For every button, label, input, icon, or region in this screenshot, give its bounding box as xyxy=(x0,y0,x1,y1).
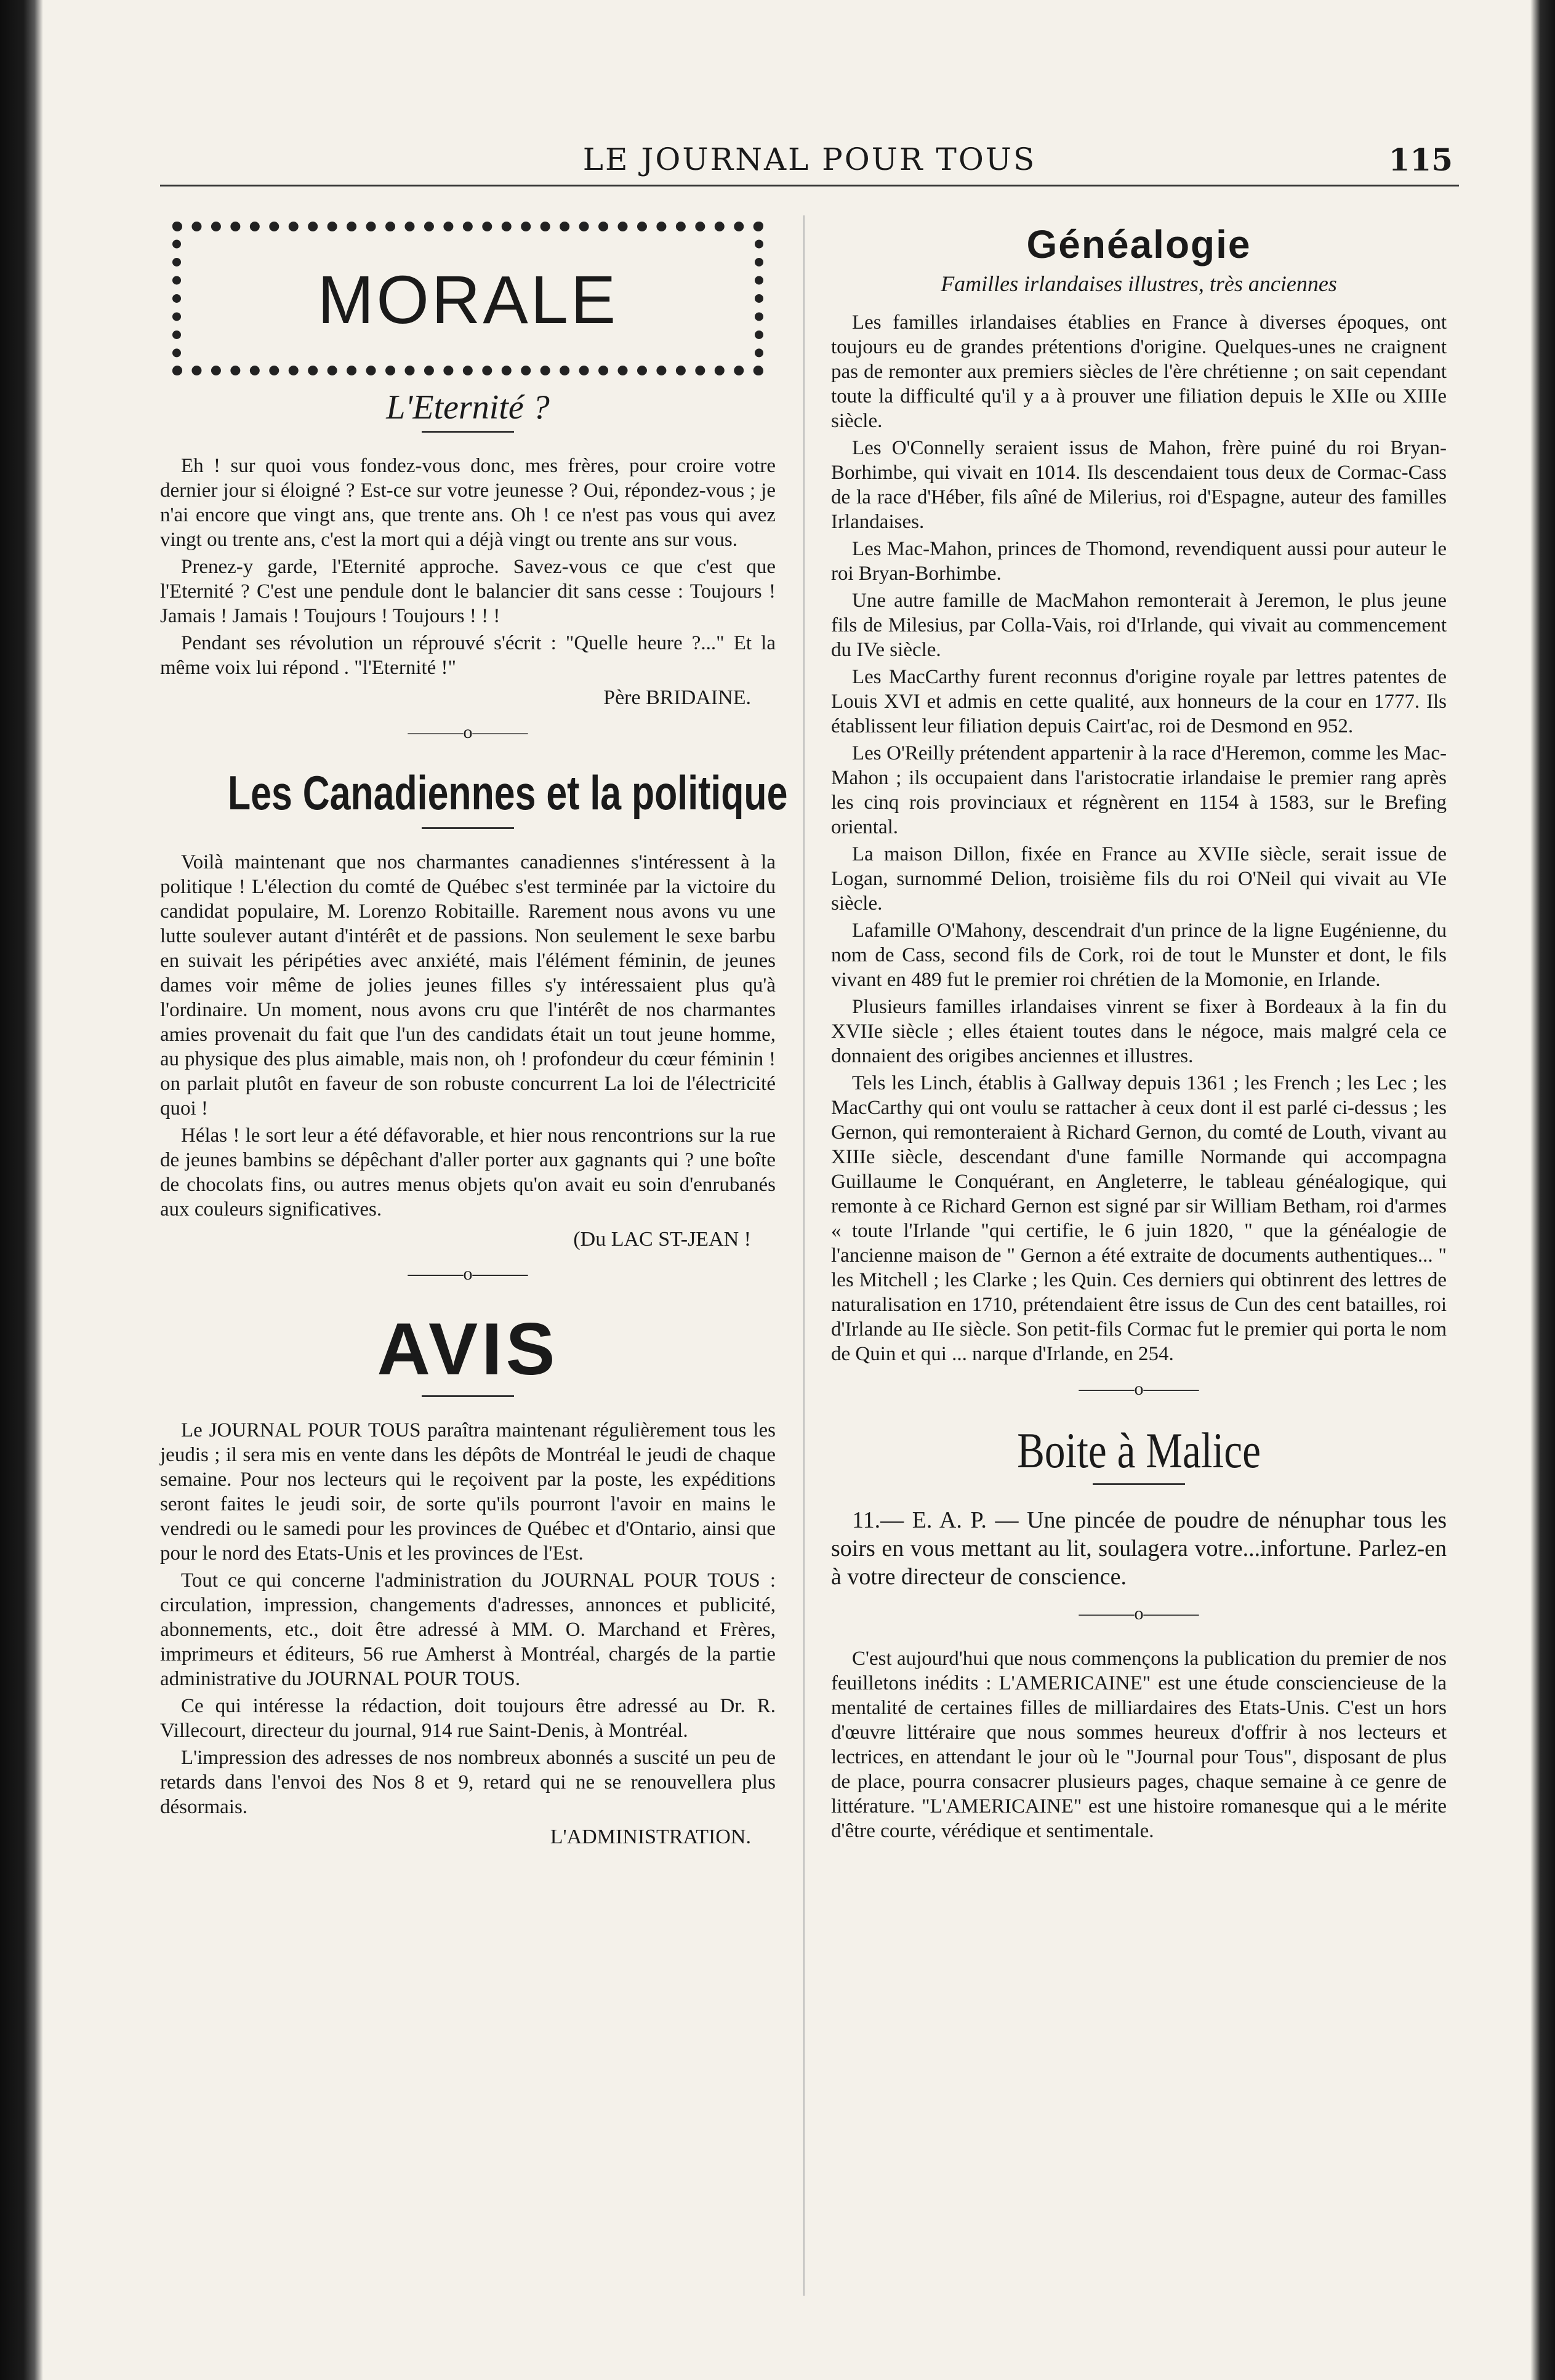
genealogie-paragraph: Plusieurs familles irlandaises vinrent se fixer à Bordeaux à la fin du XVIIe siècle ; elles étaient toutes dans le négoce, mais malgré cela ce donnaient des origibes anciennes et illustres. xyxy=(831,996,1447,1067)
avis-paragraph: Ce qui intéresse la rédaction, doit toujours être adressé au Dr. R. Villecourt, directeur du journal, 914 rue Saint-Denis, à Montréal. xyxy=(160,1695,776,1742)
avis-title: AVIS xyxy=(377,1308,559,1390)
genealogie-paragraph: Une autre famille de MacMahon remonterait à Jeremon, le plus jeune fils de Milesius, par Colla-Vais, roi d'Irlande, qui vivait au commencement du IVe siècle. xyxy=(831,590,1447,661)
genealogie-paragraph: Lafamille O'Mahony, descendrait d'un prince de la ligne Eugénienne, du nom de Cass, second fils de Cork, roi de tout le Munster et dont, le fils vivant en 489 fut le premier roi chrétien de la Momonie, en Irlande. xyxy=(831,920,1447,991)
boite-paragraph: 11.— E. A. P. — Une pincée de poudre de nénuphar tous les soirs en vous mettant au lit, soulagera votre...infortune. Parlez-en à votre directeur de conscience. xyxy=(831,1507,1447,1590)
feuilleton-paragraph: C'est aujourd'hui que nous commençons la publication du premier de nos feuilletons inédits : L'AMERICAINE" est une étude consciencieuse de la mentalité de certaines filles de milliardaires des Etats-Unis. C'est un hors d'œuvre littéraire que nous sommes heureux d'offrir à nos lecteurs et lectrices, en attendant le jour où le "Journal pour Tous", disposant de plus de place, pourra consacrer plusieurs pages, chaque semaine à ce genre de littérature. "L'AMERICAINE" est une histoire romanesque qui a le mérite d'être courte, vérédique et sentimentale. xyxy=(831,1648,1447,1842)
avis-paragraph: Le JOURNAL POUR TOUS paraîtra maintenant régulièrement tous les jeudis ; il sera mis en vente dans les dépôts de Montréal le jeudi de chaque semaine. Pour nos lecteurs qui le reçoivent par la poste, les expéditions seront faites le jeudi soir, de sorte qu'ils pourront l'avoir en mains le vendredi ou le samedi pour les provinces de Québec et d'Ontario, ainsi que pour le nord des Etats-Unis et les provinces de l'Est. xyxy=(160,1419,776,1565)
left-column xyxy=(160,215,788,1855)
canadiennes-paragraph: Hélas ! le sort leur a été défavorable, et hier nous rencontrions sur la rue de jeunes bambins se dépêchant d'aller porter aux gagnants qui ? une boîte de chocolats fins, ou autres menus objets qu'on avait eu soin d'enrubanés aux couleurs significatives. xyxy=(160,1124,776,1220)
morale-ornamental-frame xyxy=(172,222,763,375)
genealogie-paragraph: Les O'Connelly seraient issus de Mahon, frère puiné du roi Bryan-Borhimbe, qui vivait en 1014. Ils descendaient tous deux de Cormac-Cass de la race d'Héber, fils aîné de Milerius, roi d'Espagne, auteur des familles Irlandaises. xyxy=(831,437,1447,533)
genealogie-paragraph: Les familles irlandaises établies en France à diverses époques, ont toujours eu de grandes prétentions d'origine. Quelques-unes ne craignent pas de remonter aux premiers siècles de l'ère chrétienne ; on sait cependant toute la difficulté qu'il y a à prouver une filiation depuis le XIIe ou XIIIe siècle. xyxy=(831,311,1447,432)
avis-paragraph: Tout ce qui concerne l'administration du JOURNAL POUR TOUS : circulation, impression, changements d'adresses, annonces et publicité, abonnements, etc., doit être adressé à MM. O. Marchand et Frères, imprimeurs et éditeurs, 56 rue Amherst à Montréal, chargés de la partie administrative du JOURNAL POUR TOUS. xyxy=(160,1569,776,1690)
canadiennes-section xyxy=(160,765,788,1251)
column-rule xyxy=(803,215,805,2296)
newspaper-page xyxy=(160,129,1459,2320)
running-title: LE JOURNAL POUR TOUS xyxy=(582,142,1037,177)
scan-edge-right xyxy=(1530,0,1555,2380)
avis-paragraph: L'impression des adresses de nos nombreux abonnés a suscité un peu de retards dans l'envoi des Nos 8 et 9, retard qui ne se renouvellera plus désormais. xyxy=(160,1747,776,1818)
separator: ———o——— xyxy=(1079,1379,1199,1399)
genealogie-paragraph: Tels les Linch, établis à Gallway depuis 1361 ; les French ; les Lec ; les MacCarthy qui ont voulu se rattacher à ceux dont il est parlé ci-dessus ; les Gernon, qui remonteraient à Richard Gernon, du comté de Louth, vivant au XIIIe siècle, descendant d'une famille Normande qui accompagna Guillaume le Conquérant, en Angleterre, le tableau généalogique, qui remonte à ce Richard Gernon est signé par sir William Betham, roi d'armes « toute l'Irlande "qui certifie, le 6 juin 1820, " que la généalogie de l'ancienne maison de " Gernon a été extraite de documents authentiques... " les Mitchell ; les Clarke ; les Quin. Ces derniers qui obtinrent des lettres de naturalisation en 1710, prétendaient être issus de Cun des cent batailles, roi d'Irlande au IIe siècle. Son petit-fils Cormac fut le premier qui porta le nom de Quin et qui ... narque d'Irlande, en 254. xyxy=(831,1072,1447,1365)
canadiennes-source: (Du LAC ST-JEAN ! xyxy=(573,1228,751,1251)
page-number: 115 xyxy=(1388,142,1453,178)
genealogie-paragraph: Les Mac-Mahon, princes de Thomond, revendiquent aussi pour auteur le roi Bryan-Borhimbe. xyxy=(831,538,1447,585)
boite-title: Boite à Malice xyxy=(1017,1422,1261,1478)
separator: ———o——— xyxy=(1079,1603,1199,1624)
morale-title: MORALE xyxy=(317,262,619,338)
genealogie-section xyxy=(831,222,1447,1366)
canadiennes-paragraph: Voilà maintenant que nos charmantes canadiennes s'intéressent à la politique ! L'élection du comté de Québec s'est terminée par la victoire du candidat populaire, M. Lorenzo Robitaille. Rarement nous avons vu une lutte soulever autant d'intérêt et de passions. Non seulement le sexe barbu en suivait les péripéties avec anxiété, mais l'élément féminin, de jeunes dames voir même de jolies jeunes filles s'y intéressaient plus qu'à l'ordinaire. Un moment, nous avons cru que l'intérêt de nos charmantes amies provenait du fait que l'un des candidats était un tout jeune homme, au physique des plus aimable, mais non, oh ! profondeur du cœur féminin ! on parlait plutôt en faveur de son robuste concurrent La loi de l'électricité quoi ! xyxy=(160,851,776,1120)
genealogie-subtitle: Familles irlandaises illustres, très anciennes xyxy=(941,271,1337,296)
separator: ———o——— xyxy=(408,722,528,742)
morale-signature: Père BRIDAINE. xyxy=(603,686,751,709)
morale-paragraph: Pendant ses révolution un réprouvé s'écrit : "Quelle heure ?..." Et la même voix lui répond . "l'Eternité !" xyxy=(160,632,776,679)
genealogie-paragraph: Les MacCarthy furent reconnus d'origine royale par lettres patentes de Louis XVI et admis en cette qualité, aux honneurs de la cour en 1777. Ils établissent leur filiation depuis Cairt'ac, roi de Desmond en 952. xyxy=(831,666,1447,737)
morale-subtitle: L'Eternité ? xyxy=(386,388,550,427)
morale-paragraph: Prenez-y garde, l'Eternité approche. Savez-vous ce que c'est que l'Eternité ? C'est une pendule dont le balancier dit sans cesse : Toujours ! Jamais ! Jamais ! Toujours ! Toujours ! ! ! xyxy=(160,556,776,627)
scan-edge-left xyxy=(0,0,43,2380)
right-column xyxy=(831,215,1447,1846)
separator: ———o——— xyxy=(408,1264,528,1284)
morale-paragraph: Eh ! sur quoi vous fondez-vous donc, mes frères, pour croire votre dernier jour si éloigné ? Est-ce sur votre jeunesse ? Oui, répondez-vous ; je n'ai encore que vingt ans, que trente ans. Oh ! ce n'est pas vous qui avez vingt ou trente ans, c'est la mort qui a déjà vingt ou trente ans sur vous. xyxy=(160,455,776,551)
canadiennes-title: Les Canadiennes et la politique xyxy=(228,766,788,820)
avis-signature: L'ADMINISTRATION. xyxy=(550,1825,751,1848)
avis-section xyxy=(160,1307,776,1849)
divider xyxy=(422,827,514,829)
boite-section xyxy=(831,1422,1447,1591)
divider xyxy=(422,1395,514,1397)
divider xyxy=(422,431,514,433)
genealogie-title: Généalogie xyxy=(1026,222,1252,266)
morale-section xyxy=(160,222,776,710)
genealogie-paragraph: La maison Dillon, fixée en France au XVIIe siècle, serait issue de Logan, surnommé Delion, troisième fils du roi O'Neil qui vivait au VIe siècle. xyxy=(831,843,1447,915)
genealogie-paragraph: Les O'Reilly prétendent appartenir à la race d'Heremon, comme les Mac-Mahon ; ils occupaient dans l'aristocratie irlandaise le premier rang après les cinq rois provinciaux et régnèrent en 1154 à 1583, sur le Brefing oriental. xyxy=(831,742,1447,838)
running-header xyxy=(160,129,1459,186)
divider xyxy=(1093,1483,1185,1485)
feuilleton-section xyxy=(831,1646,1447,1843)
